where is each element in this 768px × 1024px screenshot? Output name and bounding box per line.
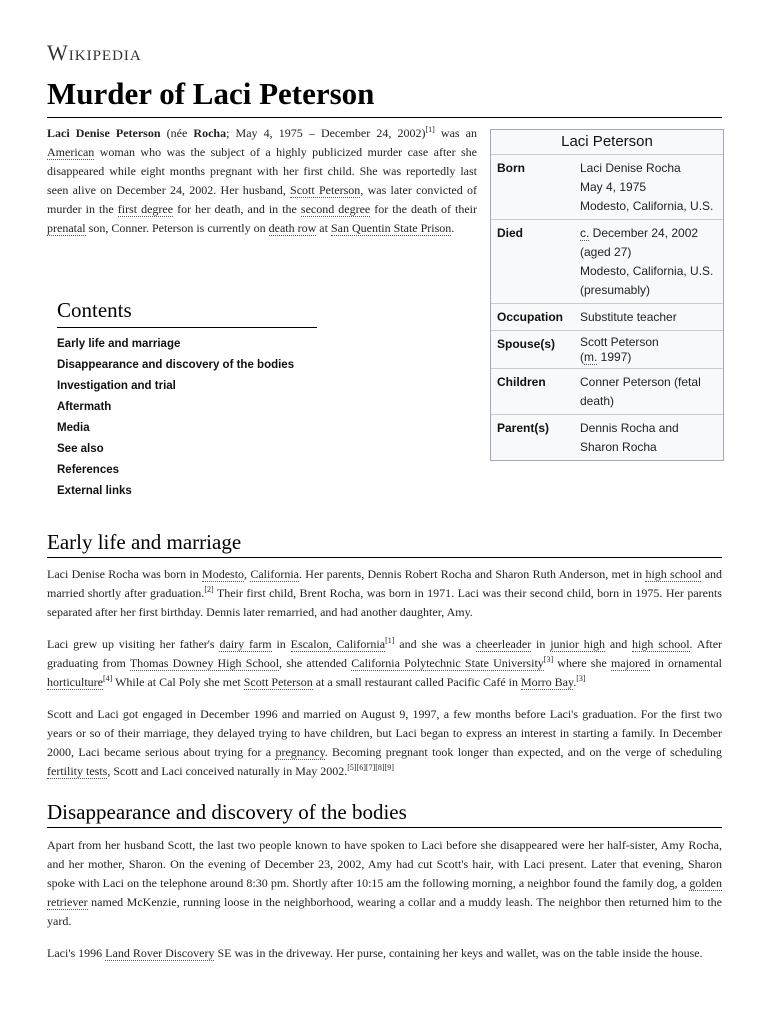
link-dairy-farm[interactable]: dairy farm — [219, 637, 272, 651]
infobox-value — [576, 220, 723, 303]
died-date-text: December 24, 2002 — [589, 226, 699, 240]
toc-item-see-also[interactable]: See also — [57, 443, 104, 455]
wikipedia-logo[interactable]: Wikipedia — [47, 40, 142, 65]
citation-link[interactable]: [5][6][7][8][9] — [347, 763, 394, 772]
link-majored[interactable]: majored — [610, 656, 651, 670]
body-text: , she attended — [279, 656, 352, 670]
body-text: and married shortly after graduation. — [47, 567, 723, 600]
link-death-row[interactable]: death row — [268, 221, 317, 235]
link-fertility-tests[interactable]: fertility tests — [47, 764, 108, 778]
body-text: Their first child, Brent Rocha, was born in 1971. Laci was their second child, born in 1975. Her parents separated after her first birthday. Dennis later remarried, and had another daughter, Amy. — [47, 586, 722, 619]
died-place: Modesto, California, U.S. (presumably) — [580, 264, 714, 297]
link-first-degree[interactable]: first degree — [117, 202, 174, 216]
body-text: . — [573, 675, 577, 689]
link-land-rover[interactable]: Land Rover Discovery — [105, 946, 215, 960]
toc-item-external-links[interactable]: External links — [57, 485, 132, 497]
link-thomas-downey[interactable]: Thomas Downey High School — [129, 656, 280, 670]
lead-text: ; May 4, 1975 – December 24, 2002) — [226, 126, 426, 140]
body-text: Laci grew up visiting her father's — [47, 637, 220, 651]
body-text: , — [244, 567, 251, 581]
link-cheerleader[interactable]: cheerleader — [475, 637, 532, 651]
body-text: at a small restaurant called Pacific Café in — [312, 675, 521, 689]
infobox-row-died — [491, 219, 723, 303]
link-golden-retriever[interactable]: golden retriever — [47, 876, 722, 909]
toc-item-early-life[interactable]: Early life and marriage — [57, 338, 181, 350]
link-california[interactable]: California — [250, 567, 299, 581]
infobox-label: Occupation — [497, 310, 564, 324]
toc-item-investigation[interactable]: Investigation and trial — [57, 380, 176, 392]
lead-text: woman who was the subject of a highly publicized murder case after she disappeared while eight months pregnant with her first child. She was reportedly last seen alive on December 24, 2002. Her husband, — [47, 145, 477, 197]
lead-text: for her death, and in the — [173, 202, 301, 216]
citation-link[interactable]: [2] — [204, 585, 214, 594]
body-text: where she — [553, 656, 611, 670]
died-date — [580, 224, 719, 243]
born-name: Laci Denise Rocha — [580, 161, 681, 175]
body-text: Apart from her husband Scott, the last two people known to have spoken to Laci before she disappeared were her half-sister, Amy Rocha, and her mother, Sharon. On the evening of December 23, 2002, Amy had cut Scott's hair, with Laci present. Later that evening, Sharon spoke with Laci on the telephone around 8:30 pm. Shortly after 10:15 am the following morning, a neighbor found the family dog, a — [47, 838, 722, 890]
died-age: (aged 27) — [580, 245, 632, 259]
spouse-paren: ( — [580, 350, 584, 364]
lead-text: . — [451, 221, 455, 235]
infobox-label: Spouse(s) — [497, 337, 556, 351]
body-text: named McKenzie, running loose in the neighborhood, wearing a collar and a muddy leash. The neighbor then returned him to the yard. — [47, 895, 722, 928]
body-text: Laci's 1996 — [47, 946, 106, 960]
body-text: While at Cal Poly she met — [112, 675, 244, 689]
infobox-row-occupation — [491, 303, 723, 330]
body-text: and — [605, 637, 633, 651]
spouse-name: Scott Peterson — [580, 335, 659, 349]
paragraph-early-1 — [47, 565, 722, 622]
lead-nee: Rocha — [193, 126, 227, 140]
paragraph-disappearance-1 — [47, 836, 722, 931]
body-text: in — [271, 637, 291, 651]
paragraph-early-2 — [47, 635, 722, 692]
lead-paragraph — [47, 124, 477, 238]
infobox-row-spouse — [491, 330, 723, 368]
heading-early-life: Early life and marriage — [47, 530, 722, 558]
infobox-title: Laci Peterson — [561, 133, 653, 150]
link-married[interactable]: m. — [584, 350, 598, 364]
body-text: SE was in the driveway. Her purse, containing her keys and wallet, was on the table inside the house. — [214, 946, 703, 960]
spouse-married — [580, 350, 719, 365]
link-escalon[interactable]: Escalon, California — [290, 637, 386, 651]
citation-link[interactable]: [1] — [385, 636, 395, 645]
link-morro-bay[interactable]: Morro Bay — [521, 675, 574, 689]
link-cal-poly[interactable]: California Polytechnic State University — [351, 656, 544, 670]
toc-item-disappearance[interactable]: Disappearance and discovery of the bodies — [57, 359, 295, 371]
lead-name: Laci Denise Peterson — [47, 126, 161, 140]
link-modesto[interactable]: Modesto — [202, 567, 245, 581]
born-place: Modesto, California, U.S. — [580, 199, 714, 213]
toc-item-media[interactable]: Media — [57, 422, 90, 434]
lead-text: son, Conner. Peterson is currently on — [85, 221, 269, 235]
body-text: Laci Denise Rocha was born in — [47, 567, 203, 581]
infobox-row-children — [491, 368, 723, 414]
lead-text: , was later convicted of murder in the — [47, 183, 477, 216]
link-high-school[interactable]: high school — [645, 567, 702, 581]
body-text: in ornamental — [650, 656, 722, 670]
born-date: May 4, 1975 — [580, 180, 647, 194]
link-pregnancy[interactable]: pregnancy — [275, 745, 325, 759]
body-text: . Her parents, Dennis Robert Rocha and Sharon Ruth Anderson, met in — [299, 567, 646, 581]
toc-item-references[interactable]: References — [57, 464, 120, 476]
infobox — [490, 129, 724, 461]
link-high-school-2[interactable]: high school — [632, 637, 690, 651]
toc-item-aftermath[interactable]: Aftermath — [57, 401, 112, 413]
toc-title: Contents — [57, 298, 132, 322]
infobox-value: Conner Peterson (fetal death) — [580, 375, 701, 408]
body-text: and she was a — [394, 637, 476, 651]
table-of-contents — [57, 298, 317, 502]
infobox-value: Dennis Rocha and Sharon Rocha — [580, 421, 679, 454]
paragraph-disappearance-2 — [47, 944, 722, 963]
link-prenatal[interactable]: prenatal — [47, 221, 86, 235]
link-circa[interactable]: c. — [580, 226, 590, 240]
infobox-label: Born — [497, 161, 525, 175]
infobox-value — [576, 155, 723, 219]
toc-list — [57, 334, 317, 502]
infobox-row-born — [491, 154, 723, 219]
infobox-value: Substitute teacher — [580, 310, 677, 324]
link-american[interactable]: American — [47, 145, 95, 159]
paragraph-early-3 — [47, 705, 722, 781]
link-scott-peterson-2[interactable]: Scott Peterson — [243, 675, 313, 689]
lead-text: was an — [434, 126, 477, 140]
infobox-label: Died — [497, 226, 524, 240]
lead-text: (née — [160, 126, 194, 140]
citation-link[interactable]: [3] — [543, 655, 554, 664]
link-scott-peterson[interactable]: Scott Peterson — [290, 183, 361, 197]
infobox-label: Children — [497, 375, 546, 389]
heading-disappearance: Disappearance and discovery of the bodies — [47, 800, 722, 828]
citation-link[interactable]: [1] — [425, 125, 435, 134]
body-text: in — [531, 637, 551, 651]
citation-link[interactable]: [4] — [102, 674, 113, 683]
lead-text: at — [316, 221, 331, 235]
infobox-row-parents — [491, 414, 723, 460]
body-text: Scott and Laci got engaged in December 1996 and married on August 9, 1997, a few months before Laci's graduation. For the first two years or so of their marriage, they delayed trying to have children, but Laci began to express an interest in starting a family. In December 2000, Laci became serious about trying for a — [47, 707, 722, 759]
infobox-label: Parent(s) — [497, 421, 550, 435]
body-text: . After graduating from — [47, 637, 723, 670]
page-title: Murder of Laci Peterson — [47, 76, 375, 111]
link-horticulture[interactable]: horticulture — [47, 675, 103, 689]
body-text: , Scott and Laci conceived naturally in May 2002. — [107, 764, 348, 778]
link-san-quentin[interactable]: San Quentin State Prison — [330, 221, 452, 235]
citation-link[interactable]: [3] — [576, 674, 586, 683]
spouse-year: 1997) — [597, 350, 632, 364]
link-junior-high[interactable]: junior high — [550, 637, 606, 651]
toc-divider — [57, 327, 317, 328]
infobox-value — [576, 331, 723, 368]
link-second-degree[interactable]: second degree — [300, 202, 371, 216]
lead-text: for the death of their — [370, 202, 478, 216]
body-text: . Becoming pregnant took longer than expected, and on the verge of scheduling — [324, 745, 723, 759]
title-divider — [47, 117, 722, 118]
